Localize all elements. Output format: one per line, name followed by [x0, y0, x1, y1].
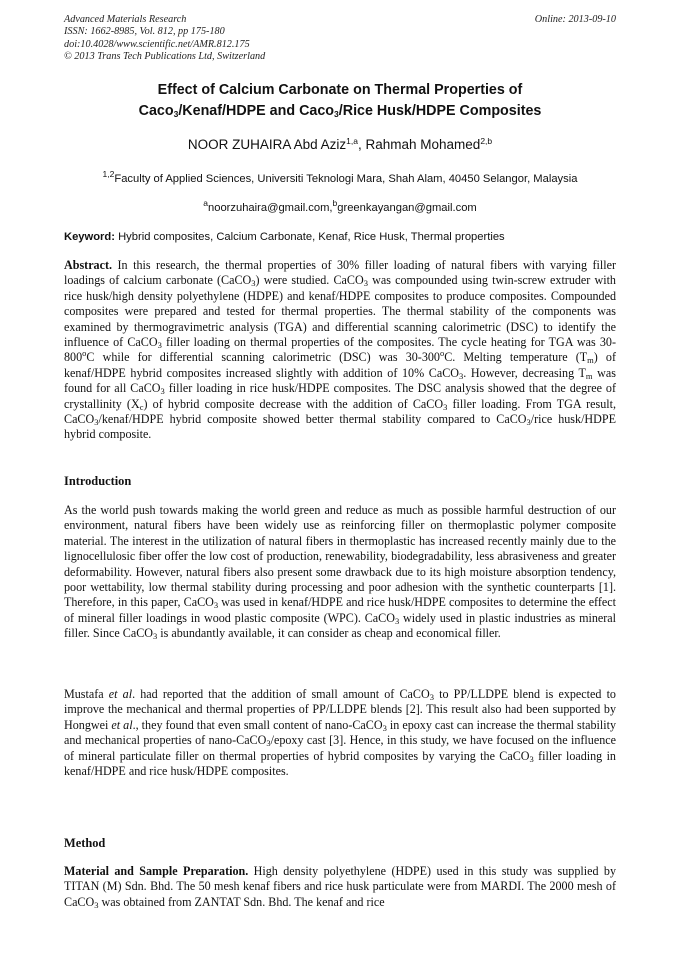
title-text: Caco	[138, 103, 174, 119]
text-run: filler loading on thermal properties of the composites. The cycle heating for TGA was 30-800	[64, 335, 616, 365]
subscript: 3	[173, 109, 179, 119]
text-run: /epoxy cast [3]. Hence, in this study, we have focused on the influence of mineral particulate filler on thermal properties of hybrid composites by varying the CaCO	[64, 733, 616, 763]
journal-copyright: © 2013 Trans Tech Publications Ltd, Switzerland	[64, 50, 266, 62]
subscript: 3	[160, 386, 165, 397]
text-run: /rice husk/HDPE hybrid composite.	[64, 412, 617, 442]
keywords	[64, 230, 616, 245]
section-heading-introduction: Introduction	[64, 474, 132, 488]
text-run: was obtained from ZANTAT Sdn. Bhd. The kenaf and rice	[98, 894, 385, 909]
text-run: ., they found that even small content of nano-CaCO	[132, 717, 383, 732]
text-run: was compounded using twin-screw extruder with rice husk/high density polyethylene (HDPE) and kenaf/HDPE composites to produce composites. Compounded composites were prepared and tested for thermal properties. The thermal stability of the components was examined by thermogravimetric analysis (TGA) and differential scanning calorimetric (DSC) to identify the influence of CaCO	[64, 273, 616, 350]
subscript: 3	[363, 278, 368, 289]
text-run: was used in kenaf/HDPE and rice husk/HDPE composites to determine the effect of mineral filler loadings in wood plastic composite (WPC). CaCO	[64, 595, 616, 625]
abstract-label: Abstract.	[64, 258, 113, 272]
email-link[interactable]: noorzuhaira@gmail.com,	[208, 202, 333, 214]
subscript: 3	[251, 278, 256, 289]
author-affiliation-mark: 1,a	[346, 136, 358, 146]
et-al: et al	[108, 687, 133, 701]
text-run: widely used in plastic industries as mineral filler. Since CaCO	[64, 610, 617, 641]
paper-title	[64, 80, 616, 122]
text-run: ) of kenaf/HDPE hybrid composites increased slightly with addition of 10% CaCO	[64, 350, 616, 380]
subscript: 3	[394, 615, 400, 626]
text-run: ) of hybrid composite decrease with the addition of CaCO	[143, 396, 444, 411]
title-text: /Kenaf/HDPE and Caco	[178, 103, 335, 119]
subscript: 3	[429, 692, 434, 702]
author-name: NOOR ZUHAIRA Abd Aziz	[187, 137, 347, 152]
text-run: . had reported that the addition of small amount of CaCO	[132, 687, 430, 701]
introduction-paragraph-2	[64, 687, 616, 779]
subscript: c	[139, 401, 144, 412]
subscript: 3	[443, 401, 448, 412]
title-line-2	[64, 101, 616, 122]
journal-name: Advanced Materials Research	[64, 14, 187, 25]
section-heading-method: Method	[64, 836, 106, 850]
text-run: ) were studied. CaCO	[255, 273, 364, 288]
subscript: 3	[94, 899, 99, 910]
affiliation-text: Faculty of Applied Sciences, Universiti Teknologi Mara, Shah Alam, 40450 Selangor, Malaysia	[114, 173, 578, 185]
subscript: 3	[153, 631, 158, 642]
text-run: /kenaf/HDPE hybrid composite showed better thermal stability compared to CaCO	[98, 412, 527, 427]
subscript: 3	[459, 370, 464, 381]
text-run: to PP/LLDPE blend is expected to improve the mechanical and thermal properties of PP/LLDPE blends [2]. This result also had been supported by Hongwei	[64, 687, 616, 732]
title-line-1: Effect of Calcium Carbonate on Thermal Properties of	[157, 82, 523, 98]
method-paragraph-1	[64, 864, 616, 910]
email-link[interactable]: greenkayangan@gmail.com	[337, 202, 477, 214]
subscript: m	[585, 370, 593, 381]
subscript: 3	[94, 417, 99, 428]
title-text: /Rice Husk/HDPE Composites	[338, 103, 542, 119]
subscript: 3	[334, 109, 339, 119]
text-run: . However, decreasing T	[463, 365, 586, 380]
author-affiliation-mark: 2,b	[480, 136, 493, 146]
author-separator: ,	[357, 137, 366, 152]
text-run: In this research, the thermal properties of 30% filler loading of natural fibers with varying filler loadings of calcium carbonate (CaCO	[64, 258, 616, 288]
email-mark: b	[332, 198, 338, 208]
subscript: 3	[157, 340, 162, 351]
et-al: et al	[111, 717, 133, 732]
text-run: Mustafa	[64, 687, 109, 701]
journal-issn: ISSN: 1662-8985, Vol. 812, pp 175-180	[64, 26, 225, 38]
journal-header	[64, 14, 616, 63]
subscript: 3	[382, 722, 387, 733]
text-run: C while for differential scanning calorimetric (DSC) was 30-300	[86, 350, 440, 365]
keywords-text: Hybrid composites, Calcium Carbonate, Kenaf, Rice Husk, Thermal properties	[114, 231, 505, 243]
introduction-paragraph-1	[64, 503, 616, 642]
abstract-paragraph	[64, 258, 616, 443]
email-mark: a	[203, 198, 208, 208]
author-name: Rahmah Mohamed	[365, 137, 481, 152]
text-run: filler loading. From TGA result, CaCO	[64, 396, 616, 427]
degree-mark: o	[439, 348, 445, 359]
journal-doi[interactable]: doi:10.4028/www.scientific.net/AMR.812.175	[64, 38, 250, 50]
online-date: Online: 2013-09-10	[534, 14, 616, 25]
text-run: is abundantly available, it can consider as cheap and economical filler.	[157, 626, 501, 641]
text-run: filler loading in rice husk/HDPE composites. The DSC analysis showed that the degree of crystallinity (X	[64, 381, 616, 411]
subscript: 3	[213, 600, 219, 611]
text-run: High density polyethylene (HDPE) used in this study was supplied by TITAN (M) Sdn. Bhd. The 50 mesh kenaf fibers and rice husk particulate were from MARDI. The 2000 mesh of CaCO	[64, 864, 616, 909]
text-run: was found for all CaCO	[64, 365, 616, 396]
text-run: C. Melting temperature (T	[444, 350, 588, 365]
affiliation-mark: 1,2	[102, 169, 115, 179]
keywords-label: Keyword:	[64, 231, 115, 243]
text-run: As the world push towards making the world green and reduce as much as possible harmful destruction of our environment, natural fibers have been widely use as reinforcing filler on thermoplastic polymer composite material. The interest in the utilization of natural fibers in thermoplastic has increased recently mainly due to the lignocellulosic fiber offer the low cost of production, renewability, biodegradability, less abrasiveness and greater deformability. However, natural fibers also present some drawback due to its high moisture absorption tendency, poor wettability, low thermal stability during processing and poor adhesion with the synthetic counterparts [1]. Therefore, in this paper, CaCO	[64, 503, 616, 610]
text-run: filler loading in kenaf/HDPE and rice husk/HDPE composites.	[64, 748, 616, 779]
text-run: in epoxy cast can increase the thermal stability and mechanical properties of nano-CaCO	[64, 717, 617, 748]
subscript: 3	[529, 753, 534, 764]
subscript: 3	[266, 738, 271, 749]
affiliation	[64, 169, 616, 187]
author-emails	[64, 198, 616, 216]
subscript: 3	[526, 417, 531, 428]
subsection-heading: Material and Sample Preparation.	[64, 864, 249, 878]
degree-mark: o	[82, 348, 87, 359]
subscript: m	[587, 355, 594, 366]
author-list	[64, 136, 616, 154]
